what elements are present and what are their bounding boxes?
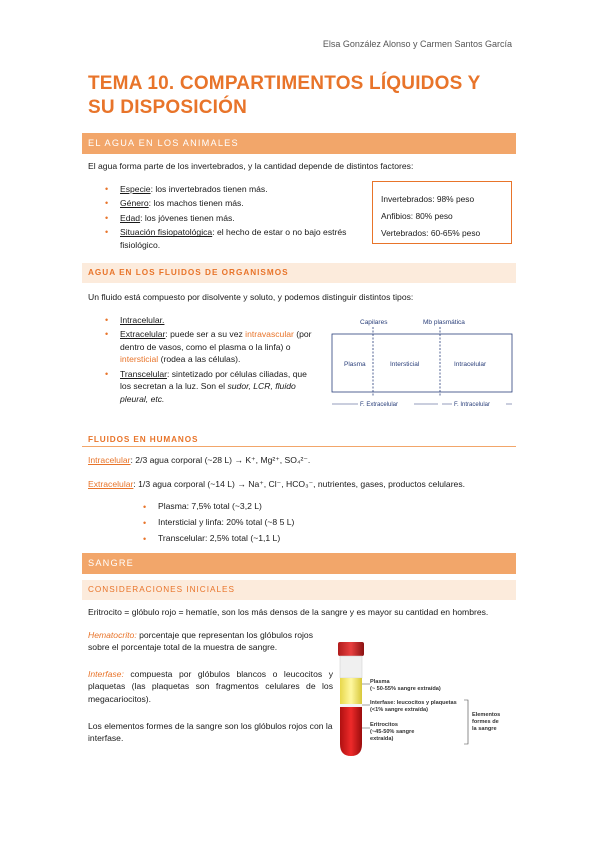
subsection-heading-consideraciones: CONSIDERACIONES INICIALES bbox=[82, 580, 516, 600]
diagram-cell-intersticial: Intersticial bbox=[390, 361, 420, 368]
tube-label-formes1: Elementos bbox=[472, 712, 501, 718]
eritrocito-paragraph: Eritrocito = glóbulo rojo = hematíe, son los más densos de la sangre y es mayor su cantidad en hombres. bbox=[88, 607, 489, 617]
elementos-formes-paragraph: Los elementos formes de la sangre son los glóbulos rojos con la interfase. bbox=[88, 721, 333, 744]
bullet-icon: • bbox=[143, 502, 147, 512]
diagram-label-f-extra: F. Extracelular bbox=[360, 402, 399, 408]
section-heading-sangre: SANGRE bbox=[82, 553, 516, 574]
hematocrito-paragraph: Hematocrito: porcentaje que representan los glóbulos rojos sobre el porcentaje total de la muestra de sangre. bbox=[88, 630, 314, 653]
list-item: • Transcelular: 2,5% total (~1,1 L) bbox=[158, 532, 458, 546]
section1-intro: El agua forma parte de los invertebrados, y la cantidad depende de distintos factores: bbox=[88, 161, 414, 171]
list-item: • Transcelular: sintetizado por células ciliadas, que los secretan a la luz. Son el sudor, LCR, fluido pleural, etc. bbox=[105, 368, 307, 404]
bullet-icon: • bbox=[105, 198, 109, 209]
box-line: Anfibios: 80% peso bbox=[381, 210, 453, 221]
tube-label-interfase-pct: (<1% sangre extraída) bbox=[370, 707, 428, 713]
tube-plasma bbox=[340, 678, 362, 704]
tube-label-formes2: formes de bbox=[472, 719, 499, 725]
tube-empty bbox=[340, 656, 362, 678]
interfase-paragraph: Interfase: compuesta por glóbulos blancos o leucocitos y plaquetas (las plaquetas son fragmentos celulares de los megacariocitos). bbox=[88, 669, 333, 704]
diagram-cell-intracelular: Intracelular bbox=[454, 361, 487, 368]
bullet-icon: • bbox=[105, 315, 109, 325]
extracellular-sublist bbox=[143, 500, 458, 547]
section-heading-agua-animales: EL AGUA EN LOS ANIMALES bbox=[82, 133, 516, 154]
box-line: Vertebrados: 60-65% peso bbox=[381, 227, 481, 238]
water-percentage-box bbox=[372, 181, 512, 244]
tube-label-eritro: Eritrocitos bbox=[370, 722, 398, 728]
list-item: • Intersticial y linfa: 20% total (~8 5 L) bbox=[158, 516, 458, 530]
page-title: TEMA 10. COMPARTIMENTOS LÍQUIDOS Y SU DISPOSICIÓN bbox=[88, 73, 481, 119]
list-item: • Edad: los jóvenes tienen más. bbox=[120, 212, 365, 224]
tube-interfase bbox=[340, 704, 362, 707]
tube-cap bbox=[338, 642, 364, 656]
tube-label-formes3: la sangre bbox=[472, 726, 497, 732]
bullet-icon: • bbox=[143, 533, 147, 544]
list-item: • Situación fisiopatológica: el hecho de estar o no bajo estrés fisiológico. bbox=[105, 227, 347, 250]
section2-intro: Un fluido está compuesto por disolvente y soluto, y podemos distinguir distintos tipos: bbox=[88, 292, 414, 302]
bullet-icon: • bbox=[105, 212, 109, 223]
bullet-icon: • bbox=[143, 517, 147, 528]
tube-bracket bbox=[464, 700, 468, 744]
diagram-label-f-intra: F. Intracelular bbox=[454, 402, 491, 408]
list-item: • Especie: los invertebrados tienen más. bbox=[120, 183, 365, 195]
list-item: • Género: los machos tienen más. bbox=[120, 197, 365, 209]
bullet-icon: • bbox=[105, 368, 109, 379]
diagram-cell-plasma: Plasma bbox=[344, 361, 366, 368]
section-heading-fluidos-organismos: AGUA EN LOS FLUIDOS DE ORGANISMOS bbox=[82, 263, 516, 283]
tube-label-plasma-pct: (~ 50-55% sangre extraída) bbox=[370, 686, 441, 692]
tube-eritrocitos bbox=[340, 707, 362, 756]
diagram-label-capilares: Capilares bbox=[360, 319, 388, 326]
fluid-compartments-diagram bbox=[328, 318, 514, 410]
extracellular-line: Extracelular: 1/3 agua corporal (~14 L) → Na⁺, Cl⁻, HCO₃⁻, nutrientes, gases, productos celulares. bbox=[88, 479, 466, 489]
tube-label-eritro-pct2: extraída) bbox=[370, 736, 394, 742]
box-line: Invertebrados: 98% peso bbox=[381, 194, 475, 204]
tube-label-interfase: Interfase: leucocitos y plaquetas bbox=[370, 700, 457, 706]
factors-list bbox=[105, 183, 365, 253]
bullet-icon: • bbox=[105, 227, 109, 238]
blood-tube-figure bbox=[326, 640, 516, 760]
tube-label-eritro-pct: (~45-50% sangre bbox=[370, 729, 415, 735]
tube-label-plasma: Plasma bbox=[370, 679, 390, 685]
section-heading-fluidos-humanos: FLUIDOS EN HUMANOS bbox=[82, 429, 516, 447]
bullet-icon: • bbox=[105, 329, 109, 340]
header-authors: Elsa González Alonso y Carmen Santos García bbox=[322, 39, 512, 49]
list-item: • Intracelular. bbox=[120, 314, 315, 326]
bullet-icon: • bbox=[105, 184, 109, 194]
fluid-types-list bbox=[105, 314, 315, 407]
list-item: • Plasma: 7,5% total (~3,2 L) bbox=[158, 500, 458, 514]
diagram-label-mb: Mb plasmática bbox=[423, 319, 465, 326]
list-item: • Extracelular: puede ser a su vez intravascular (por dentro de vasos, como el plasma o la linfa) o intersticial (rodea a las células). bbox=[105, 329, 312, 365]
intracellular-line: Intracelular: 2/3 agua corporal (~28 L) → K⁺, Mg²⁺, SO₄²⁻. bbox=[88, 455, 311, 465]
